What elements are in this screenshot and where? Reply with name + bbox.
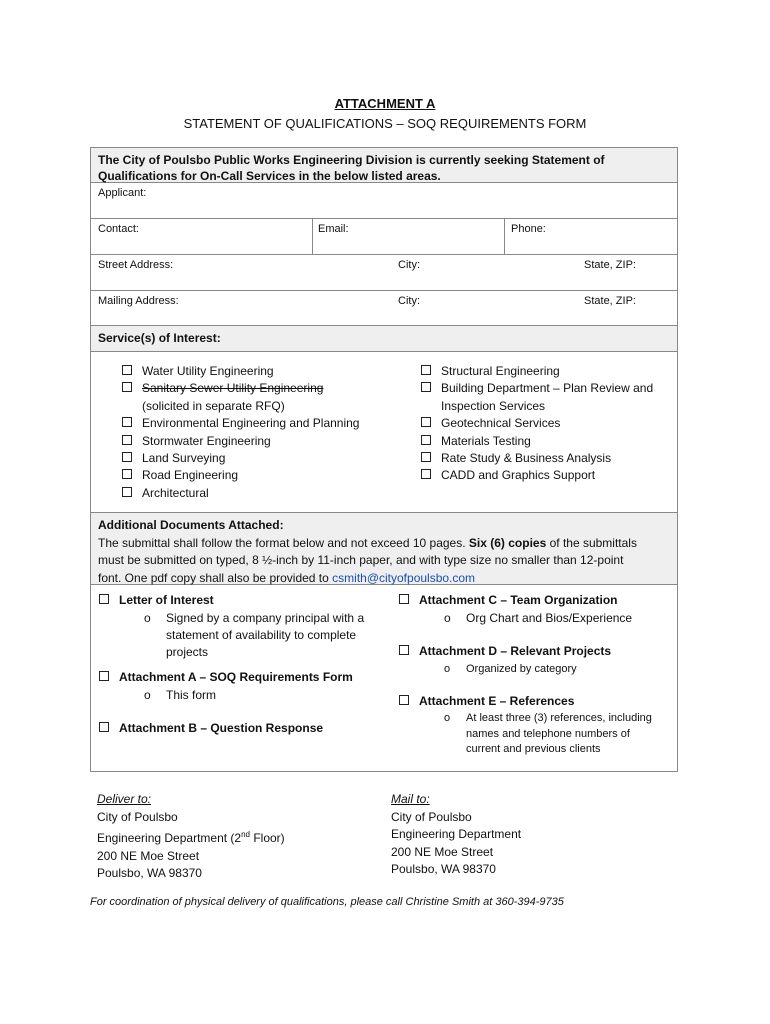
city-label: City: — [398, 259, 420, 271]
additional-heading: Additional Documents Attached: — [98, 518, 284, 532]
attachment-b[interactable]: Attachment B – Question Response — [99, 721, 323, 735]
phone-label: Phone: — [511, 223, 546, 235]
footer-note: For coordination of physical delivery of qualifications, please call Christine Smith at 360-394-9735 — [90, 896, 564, 908]
soq-form — [90, 147, 678, 772]
mail-to-heading: Mail to: — [391, 792, 430, 806]
service-building-line2: Inspection Services — [441, 398, 546, 413]
email-link[interactable]: csmith@cityofpoulsbo.com — [332, 570, 476, 585]
checkbox-icon[interactable] — [421, 435, 431, 445]
checkbox-icon[interactable] — [122, 365, 132, 375]
attachment-a-details: o This form — [144, 688, 217, 702]
checkbox-icon[interactable] — [421, 365, 431, 375]
attachment-d-details: o Organized by category — [444, 663, 577, 675]
services-list — [91, 352, 677, 513]
checkbox-icon[interactable] — [122, 417, 132, 427]
attachment-d[interactable]: Attachment D – Relevant Projects — [399, 644, 611, 658]
service-materials[interactable]: Materials Testing — [421, 433, 653, 450]
intro-line-2: Qualifications for On-Call Services in the below listed areas. — [98, 169, 441, 183]
checkbox-icon[interactable] — [122, 469, 132, 479]
contact-field[interactable] — [91, 219, 313, 254]
mailing-address-label: Mailing Address: — [98, 295, 179, 307]
service-cadd[interactable]: CADD and Graphics Support — [421, 467, 653, 484]
form-title: STATEMENT OF QUALIFICATIONS – SOQ REQUIREMENTS FORM — [183, 116, 587, 131]
state-zip-label: State, ZIP: — [584, 295, 636, 307]
attachment-c-details: o Org Chart and Bios/Experience — [444, 611, 633, 625]
checkbox-icon[interactable] — [99, 594, 109, 604]
mail-to-address: Mail to: City of Poulsbo Engineering Department 200 NE Moe Street Poulsbo, WA 98370 — [391, 792, 522, 876]
email-label: Email: — [318, 223, 349, 235]
letter-of-interest[interactable]: Letter of Interest — [99, 593, 214, 607]
service-survey[interactable]: Land Surveying — [122, 450, 359, 467]
email-field[interactable] — [312, 219, 505, 254]
attachments-section — [91, 585, 677, 771]
service-rate-study[interactable]: Rate Study & Business Analysis — [421, 450, 653, 467]
intro-row — [91, 148, 677, 183]
checkbox-icon[interactable] — [122, 435, 132, 445]
checkbox-icon[interactable] — [99, 671, 109, 681]
service-stormwater[interactable]: Stormwater Engineering — [122, 433, 359, 450]
service-sewer[interactable]: Sanitary Sewer Utility Engineering — [122, 380, 359, 397]
checkbox-icon[interactable] — [122, 382, 132, 392]
checkbox-icon[interactable] — [421, 417, 431, 427]
checkbox-icon[interactable] — [421, 382, 431, 392]
checkbox-icon[interactable] — [122, 487, 132, 497]
checkbox-icon[interactable] — [421, 469, 431, 479]
state-zip-label: State, ZIP: — [584, 259, 636, 271]
service-water[interactable]: Water Utility Engineering — [122, 363, 359, 380]
deliver-to-address: Deliver to: City of Poulsbo Engineering Department (2nd Floor) 200 NE Moe Street Poulsbo, WA 98370 — [97, 792, 285, 880]
service-sewer-note: (solicited in separate RFQ) — [142, 398, 285, 413]
service-structural[interactable]: Structural Engineering — [421, 363, 653, 380]
attachment-a[interactable]: Attachment A – SOQ Requirements Form — [99, 670, 353, 684]
attachment-heading: ATTACHMENT A — [334, 96, 436, 111]
attachment-e-details: o At least three (3) references, including names and telephone numbers of current and previous clients — [444, 712, 652, 755]
contact-row — [91, 219, 677, 255]
attachment-c[interactable]: Attachment C – Team Organization — [399, 593, 617, 607]
additional-line-3: font. One pdf copy shall also be provided to csmith@cityofpoulsbo.com — [98, 570, 476, 585]
applicant-label: Applicant: — [98, 187, 147, 199]
attachment-e[interactable]: Attachment E – References — [399, 694, 574, 708]
intro-line-1: The City of Poulsbo Public Works Engineering Division is currently seeking Statement of — [98, 153, 605, 167]
letter-details: o Signed by a company principal with a statement of availability to complete projects — [144, 611, 365, 659]
services-heading: Service(s) of Interest: — [98, 331, 221, 345]
checkbox-icon[interactable] — [122, 452, 132, 462]
additional-documents — [91, 513, 677, 585]
service-building[interactable]: Building Department – Plan Review and — [421, 380, 653, 397]
checkbox-icon[interactable] — [399, 594, 409, 604]
city-label: City: — [398, 295, 420, 307]
checkbox-icon[interactable] — [399, 695, 409, 705]
service-geotechnical[interactable]: Geotechnical Services — [421, 415, 653, 432]
checkbox-icon[interactable] — [421, 452, 431, 462]
service-road[interactable]: Road Engineering — [122, 467, 359, 484]
street-address-label: Street Address: — [98, 259, 174, 271]
services-right-column — [421, 363, 653, 485]
checkbox-icon[interactable] — [399, 645, 409, 655]
additional-line-2: must be submitted on typed, 8 ½-inch by 11-inch paper, and with type size no smaller than 12-point — [98, 553, 624, 567]
checkbox-icon[interactable] — [99, 722, 109, 732]
services-left-column — [122, 363, 359, 502]
applicant-field[interactable] — [91, 183, 677, 219]
contact-label: Contact: — [98, 223, 139, 235]
street-address-field[interactable] — [91, 255, 677, 291]
phone-field[interactable] — [504, 219, 677, 254]
mailing-address-field[interactable] — [91, 291, 677, 326]
deliver-to-heading: Deliver to: — [97, 792, 152, 806]
additional-line-1: The submittal shall follow the format below and not exceed 10 pages. Six (6) copies of the submittals — [98, 535, 637, 550]
services-heading-row — [91, 326, 677, 352]
service-environmental[interactable]: Environmental Engineering and Planning — [122, 415, 359, 432]
service-architectural[interactable]: Architectural — [122, 485, 359, 502]
